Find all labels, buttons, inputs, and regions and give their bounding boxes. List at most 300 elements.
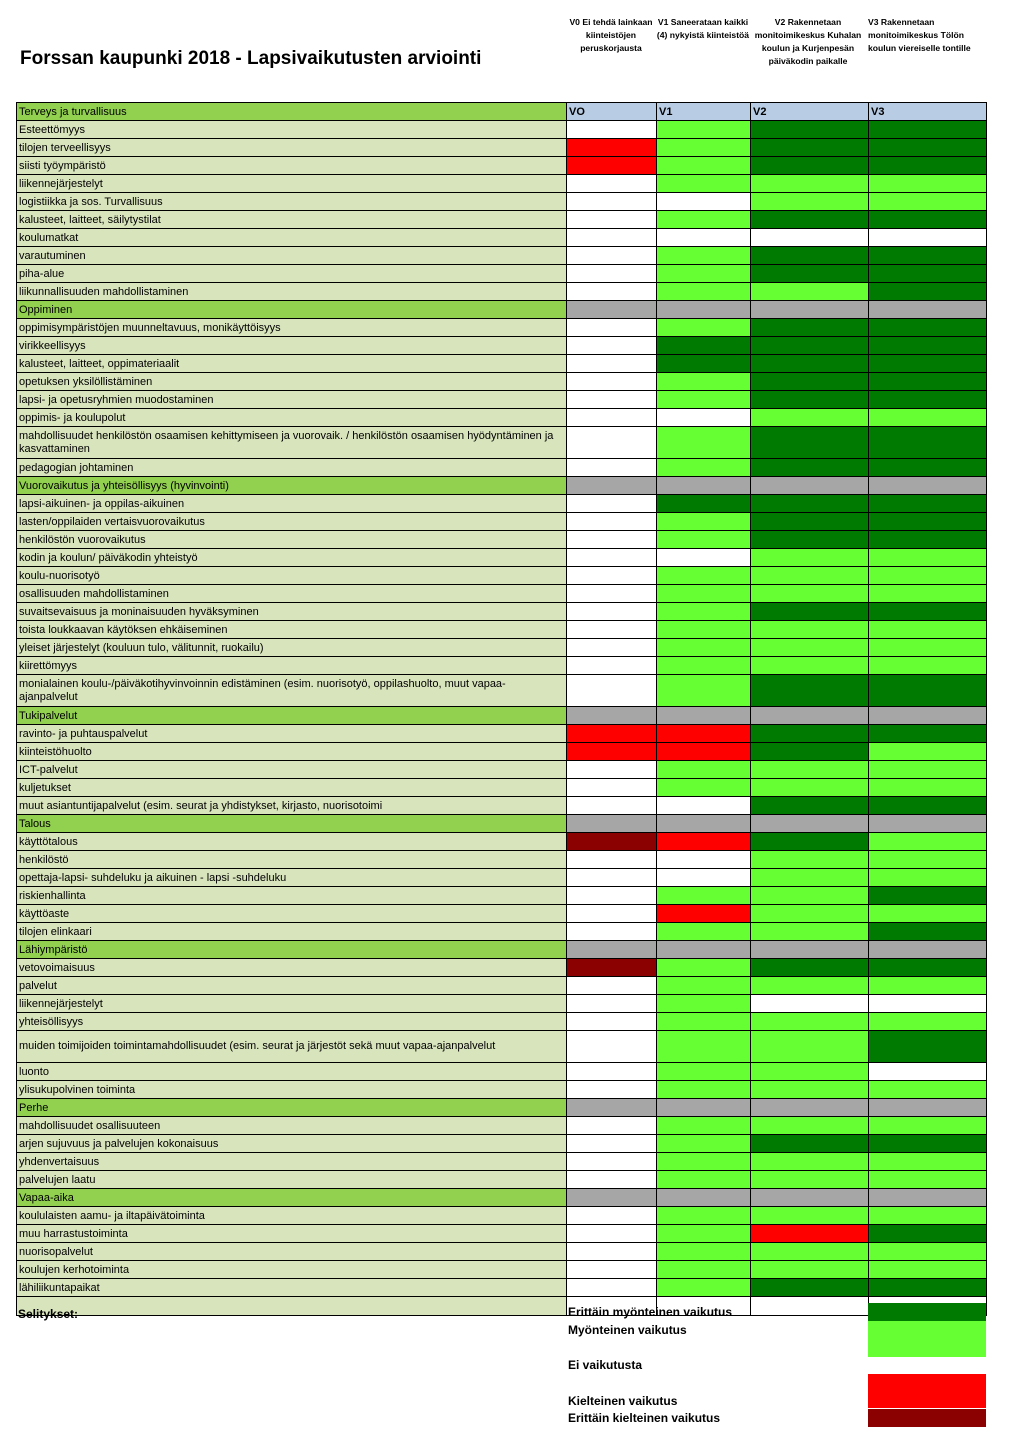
table-row [17, 157, 987, 175]
rating-cell [567, 621, 657, 639]
assessment-table [16, 102, 987, 1316]
rating-cell [657, 657, 751, 675]
rating-cell [567, 427, 657, 459]
rating-cell [657, 1135, 751, 1153]
table-row [17, 761, 987, 779]
rating-cell [869, 549, 987, 567]
table-row [17, 621, 987, 639]
rating-cell [657, 337, 751, 355]
rating-cell [657, 409, 751, 427]
rating-cell [751, 139, 869, 157]
rating-cell [567, 959, 657, 977]
rating-cell [869, 815, 987, 833]
rating-cell [657, 743, 751, 761]
row-label: pedagogian johtaminen [17, 459, 567, 477]
row-label: ylisukupolvinen toiminta [17, 1081, 567, 1099]
rating-cell [567, 977, 657, 995]
rating-cell [869, 1031, 987, 1063]
section-row [17, 301, 987, 319]
row-label: tilojen elinkaari [17, 923, 567, 941]
rating-cell [869, 977, 987, 995]
table-row [17, 175, 987, 193]
row-label: kiinteistöhuolto [17, 743, 567, 761]
rating-cell [869, 567, 987, 585]
rating-cell [869, 157, 987, 175]
rating-cell [567, 283, 657, 301]
row-label: yhdenvertaisuus [17, 1153, 567, 1171]
rating-cell [869, 639, 987, 657]
rating-cell [869, 175, 987, 193]
rating-cell [751, 905, 869, 923]
rating-cell [751, 1117, 869, 1135]
rating-cell [567, 1099, 657, 1117]
row-label: Esteettömyys [17, 121, 567, 139]
table-row [17, 1207, 987, 1225]
legend-swatch [868, 1321, 986, 1357]
section-row [17, 815, 987, 833]
row-label: liikunnallisuuden mahdollistaminen [17, 283, 567, 301]
legend-swatch [868, 1374, 986, 1408]
row-label: ICT-palvelut [17, 761, 567, 779]
rating-cell [869, 1279, 987, 1297]
rating-cell [567, 905, 657, 923]
rating-cell [751, 1189, 869, 1207]
rating-cell [567, 585, 657, 603]
rating-cell [657, 779, 751, 797]
rating-cell [869, 761, 987, 779]
rating-cell [657, 427, 751, 459]
row-label: tilojen terveellisyys [17, 139, 567, 157]
table-row [17, 657, 987, 675]
row-label: oppimisympäristöjen muunneltavuus, monikäyttöisyys [17, 319, 567, 337]
rating-cell [751, 175, 869, 193]
rating-cell [567, 567, 657, 585]
rating-cell [751, 941, 869, 959]
section-label: Lähiympäristö [17, 941, 567, 959]
rating-cell [869, 391, 987, 409]
rating-cell [751, 797, 869, 815]
row-label: oppimis- ja koulupolut [17, 409, 567, 427]
rating-cell [567, 1135, 657, 1153]
header-note-v1: V1 Saneerataan kaikki (4) nykyistä kiinteistöä [656, 17, 750, 40]
rating-cell [657, 585, 751, 603]
rating-cell [657, 495, 751, 513]
rating-cell [567, 373, 657, 391]
rating-cell [751, 121, 869, 139]
table-row [17, 409, 987, 427]
rating-cell [869, 1207, 987, 1225]
rating-cell [751, 1243, 869, 1261]
row-label: kodin ja koulun/ päiväkodin yhteistyö [17, 549, 567, 567]
rating-cell [751, 743, 869, 761]
rating-cell [751, 1153, 869, 1171]
rating-cell [657, 1013, 751, 1031]
rating-cell [869, 1117, 987, 1135]
rating-cell [751, 603, 869, 621]
row-label: kalusteet, laitteet, säilytystilat [17, 211, 567, 229]
row-label: palvelut [17, 977, 567, 995]
rating-cell [751, 707, 869, 725]
table-row [17, 355, 987, 373]
rating-cell [657, 373, 751, 391]
empty-cell [17, 1297, 567, 1316]
rating-cell [567, 639, 657, 657]
rating-cell [567, 1063, 657, 1081]
rating-cell [869, 193, 987, 211]
rating-cell [567, 725, 657, 743]
rating-cell [567, 995, 657, 1013]
rating-cell [869, 1135, 987, 1153]
rating-cell [751, 1063, 869, 1081]
rating-cell [751, 923, 869, 941]
rating-cell [657, 851, 751, 869]
rating-cell [567, 301, 657, 319]
rating-cell [869, 409, 987, 427]
rating-cell [869, 121, 987, 139]
rating-cell [869, 477, 987, 495]
rating-cell [657, 1243, 751, 1261]
rating-cell [567, 157, 657, 175]
rating-cell [751, 459, 869, 477]
rating-cell [657, 567, 751, 585]
rating-cell [657, 905, 751, 923]
table-row [17, 743, 987, 761]
rating-cell [657, 977, 751, 995]
rating-cell [751, 1081, 869, 1099]
section-row [17, 477, 987, 495]
row-label: koulujen kerhotoiminta [17, 1261, 567, 1279]
row-label: kalusteet, laitteet, oppimateriaalit [17, 355, 567, 373]
row-label: monialainen koulu-/päiväkotihyvinvoinnin edistäminen (esim. nuorisotyö, oppilashuolto, muut vapaa-ajanpalvelut [17, 675, 567, 707]
table-row [17, 675, 987, 707]
table-row [17, 1225, 987, 1243]
rating-cell [567, 707, 657, 725]
table-row [17, 373, 987, 391]
row-label: arjen sujuvuus ja palvelujen kokonaisuus [17, 1135, 567, 1153]
rating-cell [567, 175, 657, 193]
rating-cell [567, 1081, 657, 1099]
rating-cell [869, 1171, 987, 1189]
rating-cell [567, 121, 657, 139]
rating-cell [567, 1243, 657, 1261]
rating-cell [751, 1099, 869, 1117]
row-label: virikkeellisyys [17, 337, 567, 355]
rating-cell [567, 869, 657, 887]
table-row [17, 1117, 987, 1135]
rating-cell [751, 391, 869, 409]
rating-cell [751, 1171, 869, 1189]
rating-cell [869, 1081, 987, 1099]
rating-cell [657, 211, 751, 229]
rating-cell [869, 1063, 987, 1081]
rating-cell [751, 265, 869, 283]
rating-cell [751, 1207, 869, 1225]
rating-cell [751, 157, 869, 175]
rating-cell [751, 355, 869, 373]
rating-cell [657, 355, 751, 373]
row-label: käyttötalous [17, 833, 567, 851]
section-row [17, 1099, 987, 1117]
table-row [17, 193, 987, 211]
row-label: kuljetukset [17, 779, 567, 797]
rating-cell [657, 707, 751, 725]
rating-cell [657, 1153, 751, 1171]
rating-cell [869, 995, 987, 1013]
rating-cell [657, 531, 751, 549]
table-row [17, 995, 987, 1013]
rating-cell [567, 265, 657, 283]
row-label: henkilöstön vuorovaikutus [17, 531, 567, 549]
rating-cell [567, 1261, 657, 1279]
rating-cell [751, 337, 869, 355]
rating-cell [657, 1189, 751, 1207]
rating-cell [567, 1171, 657, 1189]
rating-cell [869, 247, 987, 265]
rating-cell [657, 675, 751, 707]
rating-cell [567, 319, 657, 337]
table-row [17, 639, 987, 657]
table-row [17, 549, 987, 567]
rating-cell [657, 175, 751, 193]
rating-cell [567, 1117, 657, 1135]
rating-cell [567, 193, 657, 211]
rating-cell [751, 319, 869, 337]
rating-cell [657, 193, 751, 211]
rating-cell [567, 923, 657, 941]
table-row [17, 851, 987, 869]
table-row [17, 779, 987, 797]
rating-cell [751, 409, 869, 427]
section-row [17, 941, 987, 959]
table-row [17, 923, 987, 941]
section-label: Vapaa-aika [17, 1189, 567, 1207]
legend-title: Selitykset: [18, 1307, 79, 1321]
section-label: Talous [17, 815, 567, 833]
rating-cell [751, 851, 869, 869]
rating-cell [657, 603, 751, 621]
row-label: opetuksen yksilöllistäminen [17, 373, 567, 391]
table-row [17, 229, 987, 247]
table-row [17, 513, 987, 531]
rating-cell [869, 319, 987, 337]
rating-cell [657, 1225, 751, 1243]
rating-cell [567, 531, 657, 549]
rating-cell [751, 725, 869, 743]
rating-cell [869, 657, 987, 675]
rating-cell [567, 1013, 657, 1031]
rating-cell [567, 815, 657, 833]
row-label: muu harrastustoiminta [17, 1225, 567, 1243]
rating-cell [567, 337, 657, 355]
rating-cell [567, 941, 657, 959]
row-label: muut asiantuntijapalvelut (esim. seurat ja yhdistykset, kirjasto, nuorisotoimi [17, 797, 567, 815]
row-label: koulu-nuorisotyö [17, 567, 567, 585]
rating-cell [869, 833, 987, 851]
rating-cell [657, 995, 751, 1013]
rating-cell [869, 675, 987, 707]
legend-swatch [868, 1409, 986, 1427]
rating-cell [567, 743, 657, 761]
rating-cell [657, 391, 751, 409]
row-label: palvelujen laatu [17, 1171, 567, 1189]
table-row [17, 495, 987, 513]
rating-cell [567, 247, 657, 265]
section-row [17, 1189, 987, 1207]
header-note-v2: V2 Rakennetaan monitoimikeskus Kuhalan koulun ja Kurjenpesän päiväkodin paikalle [754, 17, 862, 66]
table-row [17, 1081, 987, 1099]
rating-cell [657, 1063, 751, 1081]
rating-cell [567, 459, 657, 477]
rating-cell [751, 675, 869, 707]
rating-cell [751, 477, 869, 495]
rating-cell [657, 1099, 751, 1117]
table-row [17, 1135, 987, 1153]
rating-cell [869, 1099, 987, 1117]
rating-cell [751, 1261, 869, 1279]
rating-cell [751, 373, 869, 391]
row-label: logistiikka ja sos. Turvallisuus [17, 193, 567, 211]
rating-cell [657, 887, 751, 905]
table-row [17, 459, 987, 477]
rating-cell [567, 675, 657, 707]
row-label: suvaitsevaisuus ja moninaisuuden hyväksyminen [17, 603, 567, 621]
section-label: Tukipalvelut [17, 707, 567, 725]
table-row [17, 1063, 987, 1081]
rating-cell [869, 887, 987, 905]
table-row [17, 391, 987, 409]
table-row [17, 1243, 987, 1261]
rating-cell [869, 725, 987, 743]
rating-cell [751, 1013, 869, 1031]
row-label: lasten/oppilaiden vertaisvuorovaikutus [17, 513, 567, 531]
rating-cell [751, 1135, 869, 1153]
rating-cell [657, 283, 751, 301]
rating-cell [657, 549, 751, 567]
rating-cell [657, 157, 751, 175]
rating-cell [657, 797, 751, 815]
row-label: lapsi- ja opetusryhmien muodostaminen [17, 391, 567, 409]
rating-cell [869, 427, 987, 459]
rating-cell [567, 851, 657, 869]
rating-cell [751, 761, 869, 779]
row-label: lähiliikuntapaikat [17, 1279, 567, 1297]
section-label: Perhe [17, 1099, 567, 1117]
table-row [17, 1171, 987, 1189]
table-row [17, 833, 987, 851]
row-label: piha-alue [17, 265, 567, 283]
rating-cell [869, 139, 987, 157]
rating-cell [869, 779, 987, 797]
rating-cell [869, 959, 987, 977]
rating-cell [657, 1117, 751, 1135]
rating-cell [869, 1225, 987, 1243]
row-label: yhteisöllisyys [17, 1013, 567, 1031]
table-row-empty [17, 1297, 987, 1316]
rating-cell [751, 869, 869, 887]
rating-cell [657, 959, 751, 977]
rating-cell [657, 1171, 751, 1189]
rating-cell [869, 707, 987, 725]
rating-cell [567, 761, 657, 779]
table-row [17, 603, 987, 621]
rating-cell [567, 657, 657, 675]
rating-cell [751, 567, 869, 585]
rating-cell [567, 139, 657, 157]
rating-cell [869, 603, 987, 621]
rating-cell [567, 1189, 657, 1207]
rating-cell [751, 1279, 869, 1297]
table-row [17, 211, 987, 229]
rating-cell [869, 459, 987, 477]
rating-cell [751, 427, 869, 459]
rating-cell [567, 391, 657, 409]
table-row [17, 1013, 987, 1031]
rating-cell [567, 797, 657, 815]
row-label: toista loukkaavan käytöksen ehkäiseminen [17, 621, 567, 639]
rating-cell [869, 941, 987, 959]
rating-cell [751, 959, 869, 977]
rating-cell [657, 1207, 751, 1225]
rating-cell [657, 761, 751, 779]
table-row [17, 1153, 987, 1171]
table-row [17, 319, 987, 337]
table-row [17, 1279, 987, 1297]
row-label: liikennejärjestelyt [17, 175, 567, 193]
rating-cell [657, 1081, 751, 1099]
table-row [17, 531, 987, 549]
section-row [17, 707, 987, 725]
table-row [17, 283, 987, 301]
rating-cell [657, 923, 751, 941]
row-label: osallisuuden mahdollistaminen [17, 585, 567, 603]
table-row [17, 265, 987, 283]
header-note-v3: V3 Rakennetaan monitoimikeskus Tölön koulun viereiselle tontille [868, 17, 971, 53]
legend-label: Erittäin kielteinen vaikutus [568, 1411, 721, 1425]
rating-cell [751, 887, 869, 905]
column-header: V3 [869, 103, 987, 121]
rating-cell [751, 779, 869, 797]
rating-cell [567, 477, 657, 495]
rating-cell [869, 797, 987, 815]
rating-cell [657, 869, 751, 887]
rating-cell [657, 459, 751, 477]
rating-cell [657, 229, 751, 247]
rating-cell [869, 211, 987, 229]
column-header: V2 [751, 103, 869, 121]
row-label: henkilöstö [17, 851, 567, 869]
row-label: vetovoimaisuus [17, 959, 567, 977]
rating-cell [567, 355, 657, 373]
table-row [17, 959, 987, 977]
rating-cell [869, 337, 987, 355]
rating-cell [657, 265, 751, 283]
row-label: siisti työympäristö [17, 157, 567, 175]
rating-cell [869, 585, 987, 603]
row-label: liikennejärjestelyt [17, 995, 567, 1013]
rating-cell [657, 833, 751, 851]
table-row [17, 337, 987, 355]
rating-cell [657, 725, 751, 743]
legend-swatch [868, 1357, 986, 1375]
rating-cell [869, 531, 987, 549]
rating-cell [869, 229, 987, 247]
section-label: Vuorovaikutus ja yhteisöllisyys (hyvinvointi) [17, 477, 567, 495]
table-row [17, 725, 987, 743]
section-row [17, 103, 987, 121]
rating-cell [567, 1207, 657, 1225]
rating-cell [751, 495, 869, 513]
rating-cell [567, 409, 657, 427]
